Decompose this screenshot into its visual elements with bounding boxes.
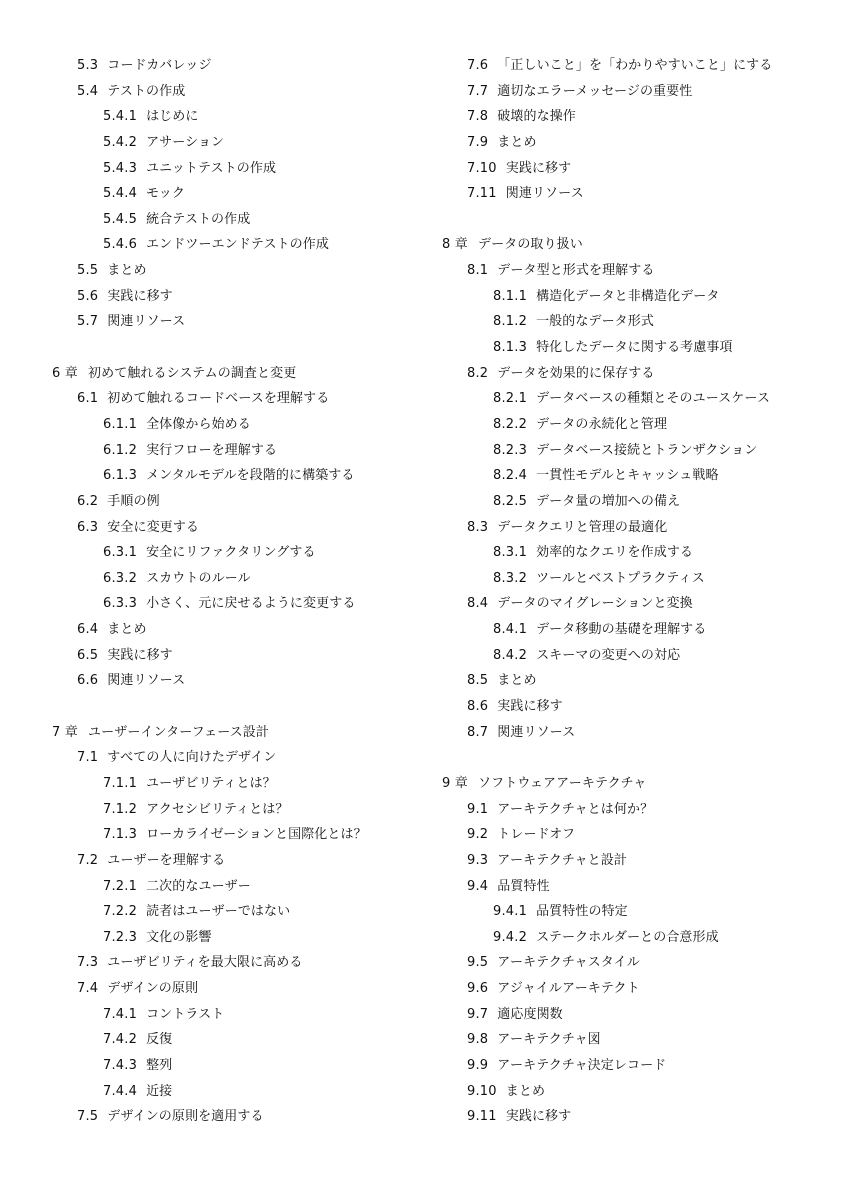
toc-entry-title: 関連リソース: [505, 186, 584, 202]
toc-entry-title: 構造化データと非構造化データ: [536, 288, 720, 304]
toc-entry-number: 7.4.2: [103, 1032, 138, 1048]
toc-section-entry: [392, 1027, 792, 1053]
toc-entry-title: アサーション: [146, 134, 225, 150]
toc-section-entry: [0, 1104, 400, 1130]
toc-entry-title: アジャイルアーキテクト: [497, 981, 640, 997]
toc-section-entry: [0, 489, 400, 515]
toc-entry-number: 9.5: [467, 955, 489, 971]
toc-section-entry: [392, 1104, 792, 1130]
toc-entry-number: 5.5: [77, 263, 99, 279]
toc-entry-number: 8.4.1: [493, 622, 528, 638]
toc-entry-number: 8.5: [467, 673, 489, 689]
toc-entry-title: トレードオフ: [497, 827, 576, 843]
toc-entry-title: まとめ: [107, 622, 147, 638]
toc-entry-title: 初めて触れるコードベースを理解する: [107, 391, 330, 407]
toc-entry-title: アーキテクチャ決定レコード: [497, 1057, 667, 1073]
toc-entry-number: 7.4: [77, 981, 99, 997]
toc-entry-title: デザインの原則を適用する: [107, 1109, 264, 1125]
toc-entry-title: 実行フローを理解する: [146, 442, 278, 458]
toc-entry-number: 8.2.3: [493, 442, 528, 458]
toc-entry-title: 二次的なユーザー: [146, 878, 251, 894]
toc-entry-number: 8 章: [442, 237, 469, 253]
toc-entry-title: 統合テストの作成: [146, 211, 251, 227]
toc-entry-title: 実践に移す: [505, 160, 572, 176]
toc-section-entry: [392, 797, 792, 823]
toc-entry-title: アーキテクチャと設計: [497, 852, 627, 868]
toc-entry-title: アーキテクチャ図: [497, 1032, 601, 1048]
toc-entry-title: 実践に移す: [505, 1109, 572, 1125]
toc-entry-title: テストの作成: [107, 83, 186, 99]
toc-entry-title: 実践に移す: [107, 288, 173, 304]
toc-entry-title: はじめに: [146, 109, 199, 125]
toc-entry-number: 6.1.2: [103, 442, 138, 458]
toc-subsection-entry: [0, 232, 400, 258]
toc-entry-number: 7.2.3: [103, 929, 138, 945]
toc-entry-title: スカウトのルール: [146, 570, 251, 586]
toc-entry-title: 品質特性の特定: [536, 904, 628, 920]
toc-entry-number: 7.4.4: [103, 1083, 138, 1099]
toc-entry-title: ステークホルダーとの合意形成: [536, 929, 719, 945]
toc-section-entry: [0, 950, 400, 976]
toc-entry-number: 6.5: [77, 647, 99, 663]
toc-section-entry: [0, 643, 400, 669]
toc-section-entry: [0, 617, 400, 643]
toc-entry-title: 一般的なデータ形式: [536, 314, 654, 330]
toc-section-entry: [392, 874, 792, 900]
toc-entry-number: 7 章: [52, 724, 79, 740]
toc-subsection-entry: [0, 566, 400, 592]
toc-chapter-entry: [392, 232, 792, 258]
toc-entry-title: 初めて触れるシステムの調査と変更: [88, 365, 297, 381]
toc-subsection-entry: [392, 540, 792, 566]
toc-entry-title: ユーザビリティを最大限に高める: [107, 955, 303, 971]
toc-entry-number: 5.4.1: [103, 109, 138, 125]
toc-section-entry: [392, 720, 792, 746]
toc-entry-number: 8.2.4: [493, 468, 528, 484]
toc-subsection-entry: [392, 643, 792, 669]
toc-entry-title: データクエリと管理の最適化: [497, 519, 668, 535]
toc-entry-number: 8.2.1: [493, 391, 528, 407]
toc-section-entry: [0, 515, 400, 541]
toc-entry-title: 関連リソース: [107, 673, 186, 689]
toc-entry-title: アクセシビリティとは？: [146, 801, 289, 817]
toc-entry-title: スキーマの変更への対応: [536, 647, 681, 663]
toc-entry-number: 6 章: [52, 365, 79, 381]
toc-entry-title: 実践に移す: [107, 647, 173, 663]
toc-entry-title: データ移動の基礎を理解する: [536, 622, 707, 638]
toc-section-entry: [392, 591, 792, 617]
toc-subsection-entry: [0, 540, 400, 566]
toc-entry-title: まとめ: [505, 1083, 546, 1099]
toc-entry-title: すべての人に向けたデザイン: [107, 750, 277, 766]
toc-entry-number: 5.3: [77, 58, 99, 73]
toc-section-entry: [0, 745, 400, 771]
toc-subsection-entry: [0, 591, 400, 617]
toc-entry-title: コードカバレッジ: [107, 58, 212, 73]
toc-entry-title: コントラスト: [146, 1006, 225, 1022]
toc-entry-title: 破壊的な操作: [497, 109, 576, 125]
toc-entry-title: まとめ: [497, 673, 537, 689]
toc-entry-number: 5.4.2: [103, 134, 138, 150]
toc-entry-number: 7.3: [77, 955, 99, 971]
toc-subsection-entry: [0, 925, 400, 951]
toc-entry-title: データベースの種類とそのユースケース: [536, 391, 770, 407]
toc-entry-number: 8.3: [467, 519, 489, 535]
toc-entry-title: まとめ: [107, 263, 147, 279]
toc-subsection-entry: [0, 104, 400, 130]
toc-subsection-entry: [392, 412, 792, 438]
toc-subsection-entry: [0, 156, 400, 182]
toc-entry-number: 8.3.2: [493, 570, 528, 586]
toc-entry-number: 8.1.1: [493, 288, 528, 304]
toc-entry-number: 6.6: [77, 673, 99, 689]
toc-section-entry: [392, 1002, 792, 1028]
toc-entry-number: 6.3.2: [103, 570, 138, 586]
toc-entry-title: 反復: [146, 1032, 173, 1048]
toc-entry-title: データ量の増加への備え: [536, 493, 681, 509]
toc-entry-title: 品質特性: [497, 878, 550, 894]
toc-entry-number: 6.3.3: [103, 596, 138, 612]
toc-entry-title: 整列: [146, 1057, 173, 1073]
toc-entry-title: データのマイグレーションと変換: [497, 596, 693, 612]
toc-entry-number: 7.2.2: [103, 904, 138, 920]
toc-entry-number: 5.4.6: [103, 237, 138, 253]
toc-entry-title: ユーザーインターフェース設計: [88, 724, 269, 740]
toc-entry-number: 7.4.1: [103, 1006, 138, 1022]
toc-section-entry: [392, 130, 792, 156]
toc-entry-number: 9.6: [467, 981, 489, 997]
toc-subsection-entry: [0, 130, 400, 156]
toc-entry-number: 7.10: [467, 160, 497, 176]
toc-entry-number: 8.2.5: [493, 493, 528, 509]
toc-chapter-entry: [0, 361, 400, 387]
toc-entry-number: 7.1.2: [103, 801, 138, 817]
toc-entry-title: モック: [146, 186, 185, 202]
toc-subsection-entry: [0, 207, 400, 233]
toc-entry-number: 5.4: [77, 83, 99, 99]
toc-subsection-entry: [0, 899, 400, 925]
toc-subsection-entry: [0, 797, 400, 823]
toc-entry-number: 9.4.1: [493, 904, 528, 920]
toc-entry-number: 8.7: [467, 724, 489, 740]
toc-subsection-entry: [0, 1079, 400, 1105]
toc-entry-number: 5.6: [77, 288, 99, 304]
toc-entry-title: ソフトウェアアーキテクチャ: [478, 775, 647, 791]
toc-section-entry: [392, 156, 792, 182]
toc-entry-title: 手順の例: [107, 493, 160, 509]
toc-entry-title: 「正しいこと」を「わかりやすいこと」にする: [497, 58, 773, 73]
toc-spacer: [0, 335, 400, 361]
toc-entry-number: 8.2: [467, 365, 489, 381]
toc-entry-title: 小さく、元に戻せるように変更する: [146, 596, 356, 612]
toc-entry-title: 文化の影響: [146, 929, 212, 945]
toc-entry-title: デザインの原則: [107, 981, 199, 997]
toc-entry-title: 関連リソース: [497, 724, 576, 740]
toc-entry-title: データの永続化と管理: [536, 416, 668, 432]
toc-subsection-entry: [0, 181, 400, 207]
toc-section-entry: [0, 386, 400, 412]
toc-entry-number: 7.7: [467, 83, 489, 99]
toc-subsection-entry: [392, 386, 792, 412]
toc-entry-number: 8.1.3: [493, 340, 528, 356]
toc-section-entry: [392, 950, 792, 976]
toc-entry-number: 8.1: [467, 263, 489, 279]
toc-entry-number: 9.7: [467, 1006, 489, 1022]
toc-entry-title: ツールとベストプラクティス: [536, 570, 705, 586]
toc-subsection-entry: [0, 771, 400, 797]
toc-subsection-entry: [0, 822, 400, 848]
toc-entry-title: 一貫性モデルとキャッシュ戦略: [536, 468, 719, 484]
toc-entry-title: 読者はユーザーではない: [146, 904, 291, 920]
toc-entry-number: 9.11: [467, 1109, 497, 1125]
toc-subsection-entry: [0, 1002, 400, 1028]
toc-subsection-entry: [392, 925, 792, 951]
toc-entry-title: ユニットテストの作成: [146, 160, 277, 176]
toc-entry-title: データの取り扱い: [478, 237, 583, 253]
toc-entry-number: 9.4: [467, 878, 489, 894]
toc-subsection-entry: [392, 566, 792, 592]
toc-subsection-entry: [0, 1053, 400, 1079]
toc-section-entry: [392, 848, 792, 874]
toc-subsection-entry: [392, 899, 792, 925]
toc-entry-title: 実践に移す: [497, 699, 563, 715]
toc-entry-title: アーキテクチャスタイル: [497, 955, 640, 971]
toc-subsection-entry: [0, 874, 400, 900]
toc-entry-number: 5.4.4: [103, 186, 138, 202]
toc-entry-title: 安全に変更する: [107, 519, 199, 535]
toc-entry-number: 8.3.1: [493, 545, 528, 561]
toc-entry-number: 7.9: [467, 134, 489, 150]
toc-entry-title: ユーザビリティとは？: [146, 775, 276, 791]
toc-entry-title: まとめ: [497, 134, 537, 150]
toc-section-entry: [0, 848, 400, 874]
toc-entry-number: 6.1.3: [103, 468, 138, 484]
toc-entry-number: 6.1: [77, 391, 99, 407]
toc-entry-number: 5.7: [77, 314, 99, 330]
toc-entry-title: 適応度関数: [497, 1006, 563, 1022]
toc-entry-number: 5.4.5: [103, 211, 138, 227]
toc-right-column: [392, 53, 792, 1130]
toc-entry-title: アーキテクチャとは何か？: [497, 801, 654, 817]
toc-entry-number: 8.6: [467, 699, 489, 715]
toc-entry-number: 7.11: [467, 186, 497, 202]
toc-subsection-entry: [392, 617, 792, 643]
toc-entry-number: 9.4.2: [493, 929, 528, 945]
toc-subsection-entry: [0, 438, 400, 464]
toc-entry-number: 9.2: [467, 827, 489, 843]
toc-entry-title: 関連リソース: [107, 314, 186, 330]
toc-spacer: [392, 207, 792, 233]
toc-entry-number: 8.2.2: [493, 416, 528, 432]
toc-entry-title: 効率的なクエリを作成する: [536, 545, 694, 561]
toc-entry-number: 9.10: [467, 1083, 497, 1099]
toc-entry-number: 9.1: [467, 801, 489, 817]
toc-entry-number: 9.8: [467, 1032, 489, 1048]
toc-section-entry: [392, 1053, 792, 1079]
toc-section-entry: [392, 1079, 792, 1105]
toc-entry-title: データを効果的に保存する: [497, 365, 655, 381]
toc-subsection-entry: [0, 1027, 400, 1053]
toc-subsection-entry: [392, 438, 792, 464]
toc-entry-title: データベース接続とトランザクション: [536, 442, 758, 458]
toc-spacer: [392, 745, 792, 771]
toc-entry-number: 6.3.1: [103, 545, 138, 561]
toc-entry-number: 7.6: [467, 58, 489, 73]
toc-entry-number: 6.1.1: [103, 416, 138, 432]
toc-section-entry: [392, 181, 792, 207]
toc-entry-number: 8.1.2: [493, 314, 528, 330]
toc-section-entry: [0, 309, 400, 335]
toc-section-entry: [392, 79, 792, 105]
toc-section-entry: [0, 258, 400, 284]
toc-entry-title: 近接: [146, 1083, 173, 1099]
toc-entry-number: 7.2.1: [103, 878, 138, 894]
toc-section-entry: [392, 515, 792, 541]
toc-entry-number: 9 章: [442, 775, 469, 791]
toc-section-entry: [392, 976, 792, 1002]
toc-entry-number: 6.4: [77, 622, 99, 638]
toc-entry-number: 9.9: [467, 1057, 489, 1073]
toc-entry-number: 7.4.3: [103, 1057, 138, 1073]
toc-entry-number: 8.4: [467, 596, 489, 612]
toc-subsection-entry: [0, 463, 400, 489]
toc-entry-number: 7.1.1: [103, 775, 138, 791]
toc-subsection-entry: [392, 335, 792, 361]
toc-entry-title: 全体像から始める: [146, 416, 251, 432]
toc-left-column: [0, 53, 400, 1130]
toc-subsection-entry: [392, 489, 792, 515]
toc-entry-title: 安全にリファクタリングする: [146, 545, 316, 561]
toc-chapter-entry: [392, 771, 792, 797]
toc-entry-number: 7.5: [77, 1109, 99, 1125]
toc-entry-title: エンドツーエンドテストの作成: [146, 237, 329, 253]
toc-entry-number: 7.1: [77, 750, 99, 766]
toc-subsection-entry: [392, 309, 792, 335]
toc-section-entry: [392, 361, 792, 387]
toc-section-entry: [392, 668, 792, 694]
toc-entry-number: 7.8: [467, 109, 489, 125]
toc-section-entry: [392, 258, 792, 284]
toc-entry-number: 7.1.3: [103, 827, 138, 843]
toc-section-entry: [392, 694, 792, 720]
toc-entry-title: 特化したデータに関する考慮事項: [536, 340, 733, 356]
toc-spacer: [0, 694, 400, 720]
toc-subsection-entry: [392, 463, 792, 489]
toc-entry-number: 6.3: [77, 519, 99, 535]
toc-entry-number: 9.3: [467, 852, 489, 868]
toc-subsection-entry: [392, 284, 792, 310]
toc-entry-number: 5.4.3: [103, 160, 138, 176]
toc-section-entry: [392, 104, 792, 130]
toc-subsection-entry: [0, 412, 400, 438]
toc-entry-number: 6.2: [77, 493, 99, 509]
toc-entry-number: 7.2: [77, 852, 99, 868]
toc-section-entry: [0, 79, 400, 105]
toc-entry-title: 適切なエラーメッセージの重要性: [497, 83, 693, 99]
toc-section-entry: [0, 284, 400, 310]
toc-section-entry: [0, 53, 400, 79]
toc-entry-title: データ型と形式を理解する: [497, 263, 655, 279]
toc-section-entry: [0, 976, 400, 1002]
toc-section-entry: [392, 53, 792, 79]
toc-section-entry: [0, 668, 400, 694]
toc-entry-title: メンタルモデルを段階的に構築する: [146, 468, 355, 484]
toc-entry-number: 8.4.2: [493, 647, 528, 663]
toc-entry-title: ユーザーを理解する: [107, 852, 226, 868]
toc-section-entry: [392, 822, 792, 848]
toc-entry-title: ローカライゼーションと国際化とは？: [146, 827, 367, 843]
toc-chapter-entry: [0, 720, 400, 746]
